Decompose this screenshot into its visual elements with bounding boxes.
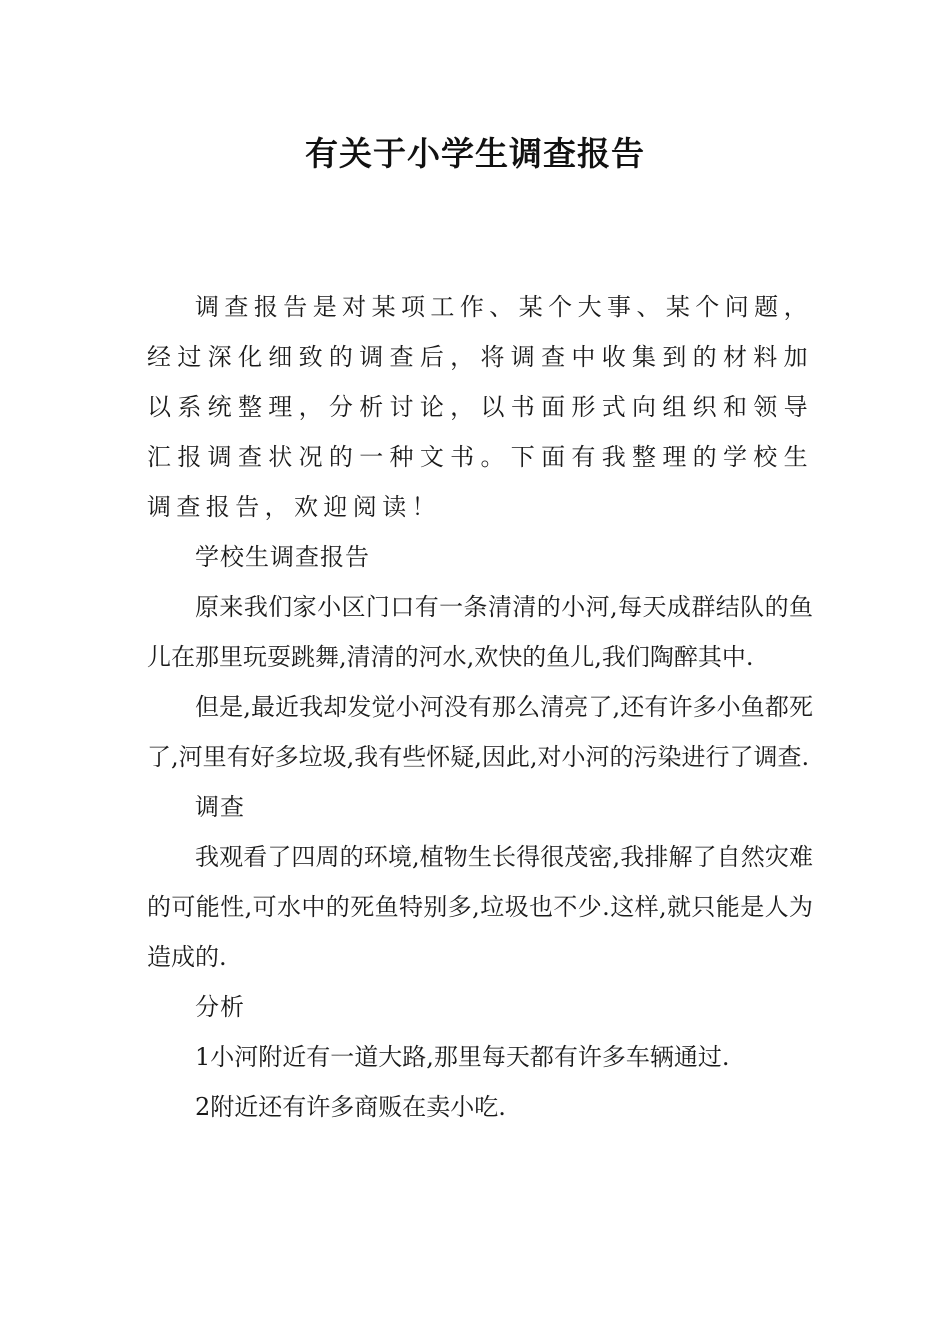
intro-paragraph: 调查报告是对某项工作、某个大事、某个问题，经过深化细致的调查后，将调查中收集到的材料加以系统整理，分析讨论，以书面形式向组织和领导汇报调查状况的一种文书。下面有我整理的学校生调查报告，欢迎阅读！ [147,293,813,521]
document-title: 有关于小学生调查报告 [305,134,645,173]
analysis-item-1: 1小河附近有一道大路,那里每天都有许多车辆通过. [195,1043,730,1071]
document-body [147,282,813,1132]
paragraph-river-pollution: 但是,最近我却发觉小河没有那么清亮了,还有许多小鱼都死了,河里有好多垃圾,我有些怀疑,因此,对小河的污染进行了调查. [147,693,813,771]
analysis-item-2: 2附近还有许多商贩在卖小吃. [195,1093,506,1121]
paragraph-river-past: 原来我们家小区门口有一条清清的小河,每天成群结队的鱼儿在那里玩耍跳舞,清清的河水,欢快的鱼儿,我们陶醉其中. [147,593,813,671]
heading-survey: 调查 [195,793,245,821]
paragraph-survey-findings: 我观看了四周的环境,植物生长得很茂密,我排解了自然灾难的可能性,可水中的死鱼特别多,垃圾也不少.这样,就只能是人为造成的. [147,843,813,971]
heading-analysis: 分析 [195,993,245,1021]
report-subtitle: 学校生调查报告 [195,543,370,571]
